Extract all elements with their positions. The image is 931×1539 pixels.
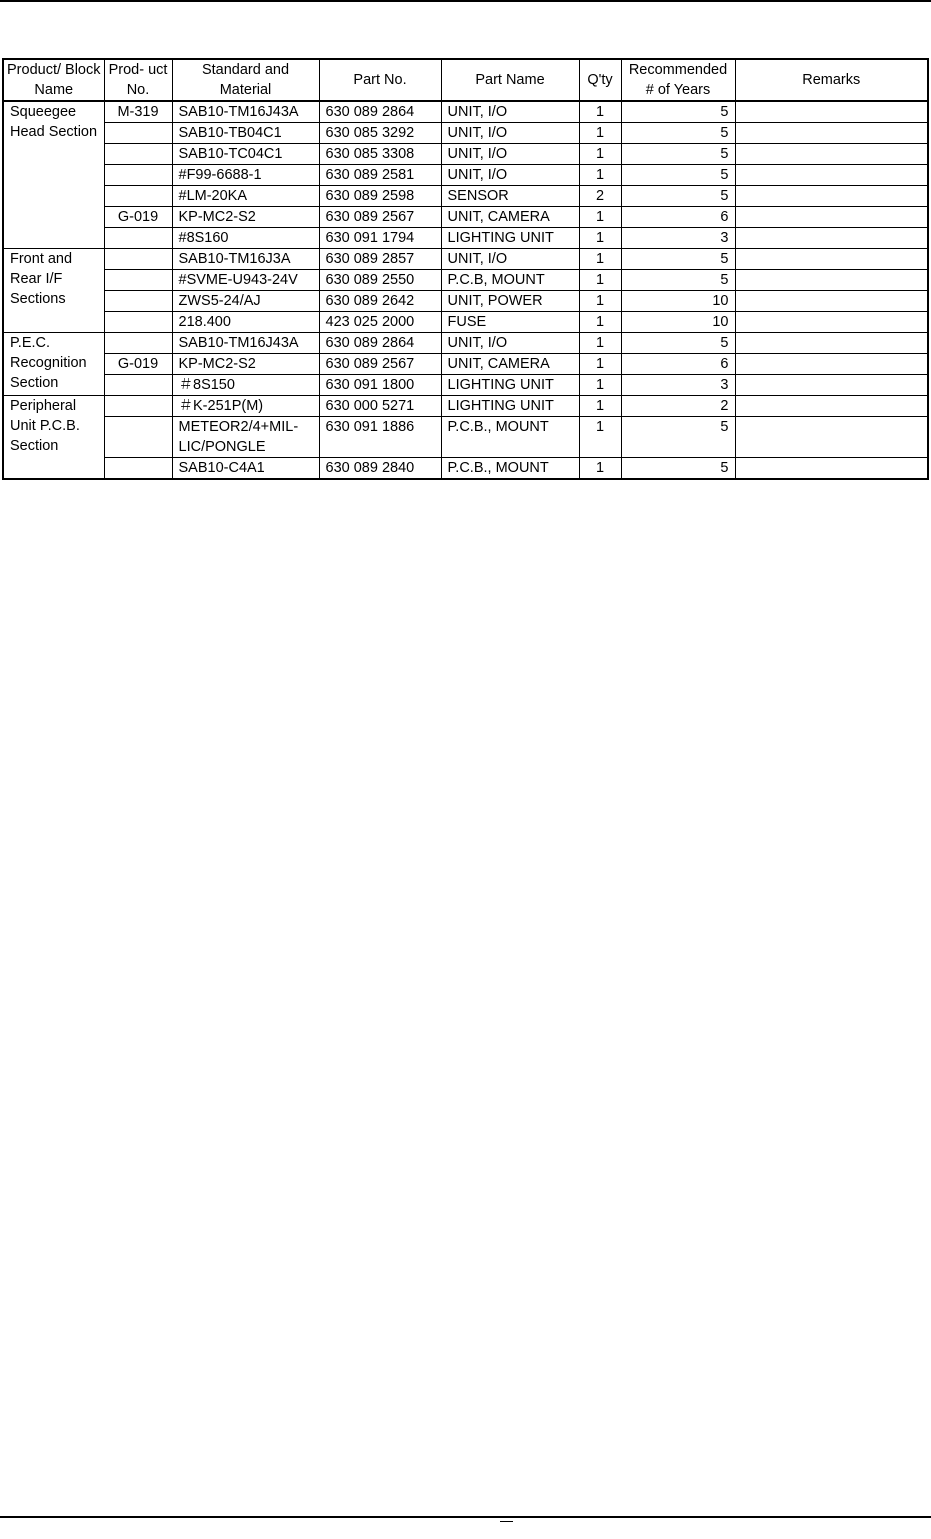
- table-row: [3, 249, 928, 270]
- qty-cell: 1: [579, 207, 621, 228]
- years-cell: 5: [621, 270, 735, 291]
- header-part-name: Part Name: [441, 59, 579, 101]
- table-row: [3, 312, 928, 333]
- part-no-cell: 630 089 2567: [319, 207, 441, 228]
- parts-table: [2, 58, 929, 480]
- table-row: [3, 333, 928, 354]
- product-no-cell: [104, 396, 172, 417]
- years-cell: 5: [621, 186, 735, 207]
- remarks-cell: [735, 165, 928, 186]
- years-cell: 2: [621, 396, 735, 417]
- part-name-cell: UNIT, CAMERA: [441, 354, 579, 375]
- years-cell: 10: [621, 312, 735, 333]
- part-no-cell: 630 089 2864: [319, 101, 441, 123]
- part-name-cell: UNIT, I/O: [441, 249, 579, 270]
- qty-cell: 1: [579, 333, 621, 354]
- qty-cell: 1: [579, 165, 621, 186]
- standard-cell: SAB10-TM16J43A: [172, 101, 319, 123]
- product-no-cell: [104, 249, 172, 270]
- remarks-cell: [735, 333, 928, 354]
- product-no-cell: [104, 228, 172, 249]
- part-name-cell: UNIT, I/O: [441, 123, 579, 144]
- part-no-cell: 630 089 2642: [319, 291, 441, 312]
- remarks-cell: [735, 186, 928, 207]
- standard-cell: SAB10-TC04C1: [172, 144, 319, 165]
- part-name-cell: P.C.B, MOUNT: [441, 270, 579, 291]
- part-name-cell: FUSE: [441, 312, 579, 333]
- product-no-cell: [104, 144, 172, 165]
- standard-cell: KP-MC2-S2: [172, 207, 319, 228]
- block-name-squeegee-head: Squeegee Head Section: [3, 101, 104, 249]
- qty-cell: 1: [579, 228, 621, 249]
- remarks-cell: [735, 144, 928, 165]
- qty-cell: 1: [579, 417, 621, 458]
- product-no-cell: [104, 270, 172, 291]
- standard-cell: ZWS5-24/AJ: [172, 291, 319, 312]
- remarks-cell: [735, 207, 928, 228]
- qty-cell: 2: [579, 186, 621, 207]
- table-row: [3, 207, 928, 228]
- part-no-cell: 630 000 5271: [319, 396, 441, 417]
- product-no-cell: M-319: [104, 101, 172, 123]
- table-row: [3, 228, 928, 249]
- table-row: [3, 458, 928, 480]
- part-name-cell: UNIT, POWER: [441, 291, 579, 312]
- part-name-cell: UNIT, I/O: [441, 144, 579, 165]
- bottom-rule: [0, 1516, 931, 1518]
- remarks-cell: [735, 249, 928, 270]
- years-cell: 6: [621, 354, 735, 375]
- part-name-cell: P.C.B., MOUNT: [441, 417, 579, 458]
- header-product-no: Prod- uct No.: [104, 59, 172, 101]
- table-row: [3, 354, 928, 375]
- product-no-cell: [104, 417, 172, 458]
- remarks-cell: [735, 417, 928, 458]
- standard-cell: SAB10-C4A1: [172, 458, 319, 480]
- product-no-cell: [104, 312, 172, 333]
- qty-cell: 1: [579, 458, 621, 480]
- standard-cell: SAB10-TM16J43A: [172, 333, 319, 354]
- standard-cell: KP-MC2-S2: [172, 354, 319, 375]
- years-cell: 10: [621, 291, 735, 312]
- years-cell: 5: [621, 165, 735, 186]
- qty-cell: 1: [579, 270, 621, 291]
- table-row: [3, 186, 928, 207]
- part-no-cell: 630 089 2598: [319, 186, 441, 207]
- table-row: [3, 291, 928, 312]
- table-row: [3, 144, 928, 165]
- header-product-block: Product/ Block Name: [3, 59, 104, 101]
- standard-cell: ＃8S150: [172, 375, 319, 396]
- part-no-cell: 630 089 2857: [319, 249, 441, 270]
- standard-cell: METEOR2/4+MIL-LIC/PONGLE: [172, 417, 319, 458]
- remarks-cell: [735, 101, 928, 123]
- remarks-cell: [735, 354, 928, 375]
- table-row: [3, 270, 928, 291]
- part-no-cell: 423 025 2000: [319, 312, 441, 333]
- standard-cell: #SVME-U943-24V: [172, 270, 319, 291]
- product-no-cell: [104, 186, 172, 207]
- table-row: [3, 375, 928, 396]
- part-no-cell: 630 091 1886: [319, 417, 441, 458]
- table-row: [3, 165, 928, 186]
- header-row: [3, 59, 928, 101]
- part-no-cell: 630 085 3292: [319, 123, 441, 144]
- years-cell: 3: [621, 375, 735, 396]
- remarks-cell: [735, 458, 928, 480]
- remarks-cell: [735, 270, 928, 291]
- standard-cell: SAB10-TB04C1: [172, 123, 319, 144]
- years-cell: 3: [621, 228, 735, 249]
- part-name-cell: LIGHTING UNIT: [441, 228, 579, 249]
- standard-cell: #8S160: [172, 228, 319, 249]
- product-no-cell: [104, 333, 172, 354]
- part-no-cell: 630 085 3308: [319, 144, 441, 165]
- product-no-cell: [104, 123, 172, 144]
- qty-cell: 1: [579, 101, 621, 123]
- standard-cell: #LM-20KA: [172, 186, 319, 207]
- product-no-cell: [104, 165, 172, 186]
- product-no-cell: [104, 375, 172, 396]
- part-name-cell: SENSOR: [441, 186, 579, 207]
- part-no-cell: 630 089 2581: [319, 165, 441, 186]
- block-name-pec-recognition: P.E.C. Recognition Section: [3, 333, 104, 396]
- standard-cell: #F99-6688-1: [172, 165, 319, 186]
- part-no-cell: 630 091 1800: [319, 375, 441, 396]
- part-name-cell: UNIT, I/O: [441, 101, 579, 123]
- product-no-cell: [104, 458, 172, 480]
- product-no-cell: [104, 291, 172, 312]
- page-number-mark: [500, 1521, 513, 1522]
- remarks-cell: [735, 228, 928, 249]
- block-name-front-rear-if: Front and Rear I/F Sections: [3, 249, 104, 333]
- table-row: [3, 123, 928, 144]
- years-cell: 5: [621, 123, 735, 144]
- table-row: [3, 101, 928, 123]
- part-name-cell: LIGHTING UNIT: [441, 375, 579, 396]
- standard-cell: SAB10-TM16J3A: [172, 249, 319, 270]
- part-name-cell: LIGHTING UNIT: [441, 396, 579, 417]
- years-cell: 5: [621, 101, 735, 123]
- table-row: [3, 417, 928, 458]
- part-no-cell: 630 091 1794: [319, 228, 441, 249]
- qty-cell: 1: [579, 396, 621, 417]
- table-row: [3, 396, 928, 417]
- header-standard-material: Standard and Material: [172, 59, 319, 101]
- years-cell: 5: [621, 144, 735, 165]
- top-rule: [0, 0, 931, 2]
- header-remarks: Remarks: [735, 59, 928, 101]
- block-name-peripheral-unit-pcb: Peripheral Unit P.C.B. Section: [3, 396, 104, 480]
- product-no-cell: G-019: [104, 354, 172, 375]
- years-cell: 5: [621, 249, 735, 270]
- header-recommended-years: Recommended # of Years: [621, 59, 735, 101]
- remarks-cell: [735, 123, 928, 144]
- part-name-cell: UNIT, I/O: [441, 333, 579, 354]
- header-part-no: Part No.: [319, 59, 441, 101]
- qty-cell: 1: [579, 375, 621, 396]
- part-no-cell: 630 089 2864: [319, 333, 441, 354]
- part-no-cell: 630 089 2840: [319, 458, 441, 480]
- part-name-cell: UNIT, CAMERA: [441, 207, 579, 228]
- years-cell: 6: [621, 207, 735, 228]
- remarks-cell: [735, 375, 928, 396]
- product-no-cell: G-019: [104, 207, 172, 228]
- qty-cell: 1: [579, 354, 621, 375]
- qty-cell: 1: [579, 291, 621, 312]
- qty-cell: 1: [579, 144, 621, 165]
- remarks-cell: [735, 312, 928, 333]
- part-name-cell: P.C.B., MOUNT: [441, 458, 579, 480]
- qty-cell: 1: [579, 249, 621, 270]
- years-cell: 5: [621, 458, 735, 480]
- standard-cell: ＃K-251P(M): [172, 396, 319, 417]
- remarks-cell: [735, 291, 928, 312]
- part-name-cell: UNIT, I/O: [441, 165, 579, 186]
- years-cell: 5: [621, 417, 735, 458]
- years-cell: 5: [621, 333, 735, 354]
- qty-cell: 1: [579, 123, 621, 144]
- part-no-cell: 630 089 2567: [319, 354, 441, 375]
- part-no-cell: 630 089 2550: [319, 270, 441, 291]
- standard-cell: 218.400: [172, 312, 319, 333]
- header-qty: Q'ty: [579, 59, 621, 101]
- remarks-cell: [735, 396, 928, 417]
- qty-cell: 1: [579, 312, 621, 333]
